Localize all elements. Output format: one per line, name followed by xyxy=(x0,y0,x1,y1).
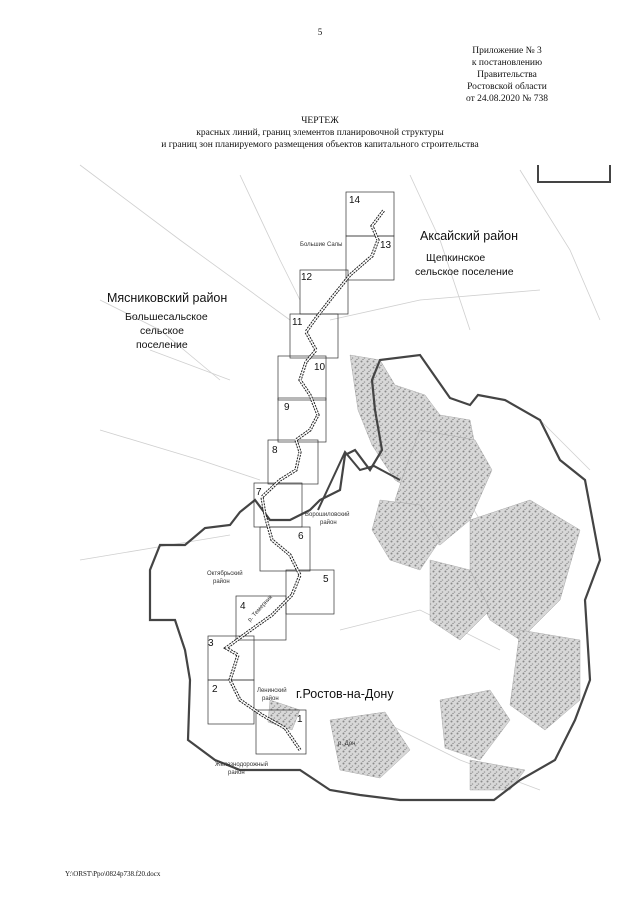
sheet-number: 9 xyxy=(284,402,290,413)
voroshilov-label: Ворошиловский xyxy=(305,512,350,518)
river-don-label: р. Дон xyxy=(338,741,356,747)
sheet-number: 6 xyxy=(298,531,304,542)
lenin-label: район xyxy=(262,696,279,702)
lenin-label: Ленинский xyxy=(257,688,287,694)
sheet-number: 2 xyxy=(212,684,218,695)
sheet-number: 5 xyxy=(323,574,329,585)
zhelez-label: Железнодорожный xyxy=(215,762,269,768)
bolshesal-label: поселение xyxy=(136,339,188,351)
sheet-number: 1 xyxy=(297,714,303,725)
oktyabr-label: Октябрьский xyxy=(207,571,243,577)
title-line: ЧЕРТЕЖ xyxy=(301,116,339,126)
annex-line: к постановлению xyxy=(471,58,543,68)
sheet-number: 14 xyxy=(349,195,361,206)
sheet-number: 11 xyxy=(292,317,303,328)
oktyabr-label: район xyxy=(213,579,230,585)
sheet-number: 12 xyxy=(301,272,313,283)
bolshesal-label: Большесальское xyxy=(125,311,208,323)
zhelez-label: район xyxy=(228,770,245,776)
sheet-number: 4 xyxy=(240,601,246,612)
title-line: красных линий, границ элементов планировочной структуры xyxy=(196,128,444,138)
district-boundary-top xyxy=(538,165,610,182)
sheet-number: 10 xyxy=(314,362,326,373)
myasnikov-district-label: Мясниковский район xyxy=(107,291,228,305)
voroshilov-label: район xyxy=(320,520,337,526)
bolshesal-label: сельское xyxy=(140,325,184,337)
annex-line: Правительства xyxy=(477,70,537,80)
river-temernik-label: р. Темерник xyxy=(247,594,274,624)
sheet-number: 3 xyxy=(208,638,214,649)
page-number: 5 xyxy=(317,27,323,37)
aksay-district-label: Аксайский район xyxy=(420,229,519,243)
annex-line: Ростовской области xyxy=(467,82,547,92)
sheet-number: 7 xyxy=(256,487,262,498)
annex-line: от 24.08.2020 № 738 xyxy=(466,94,548,104)
shchepkin-label: Щепкинское xyxy=(426,252,486,264)
bolshie-saly-label: Большие Салы xyxy=(300,242,343,248)
title-line: и границ зон планируемого размещения объектов капитального строительства xyxy=(161,140,479,150)
sheet-number: 13 xyxy=(380,240,392,251)
file-path-footer: Y:\ORST\Ppo\0824p738.f20.docx xyxy=(65,870,161,878)
sheet-number: 8 xyxy=(272,445,278,456)
annex-line: Приложение № 3 xyxy=(472,46,542,56)
rostov-city-label: г.Ростов-на-Дону xyxy=(296,687,394,701)
shchepkin-label: сельское поселение xyxy=(415,266,514,278)
